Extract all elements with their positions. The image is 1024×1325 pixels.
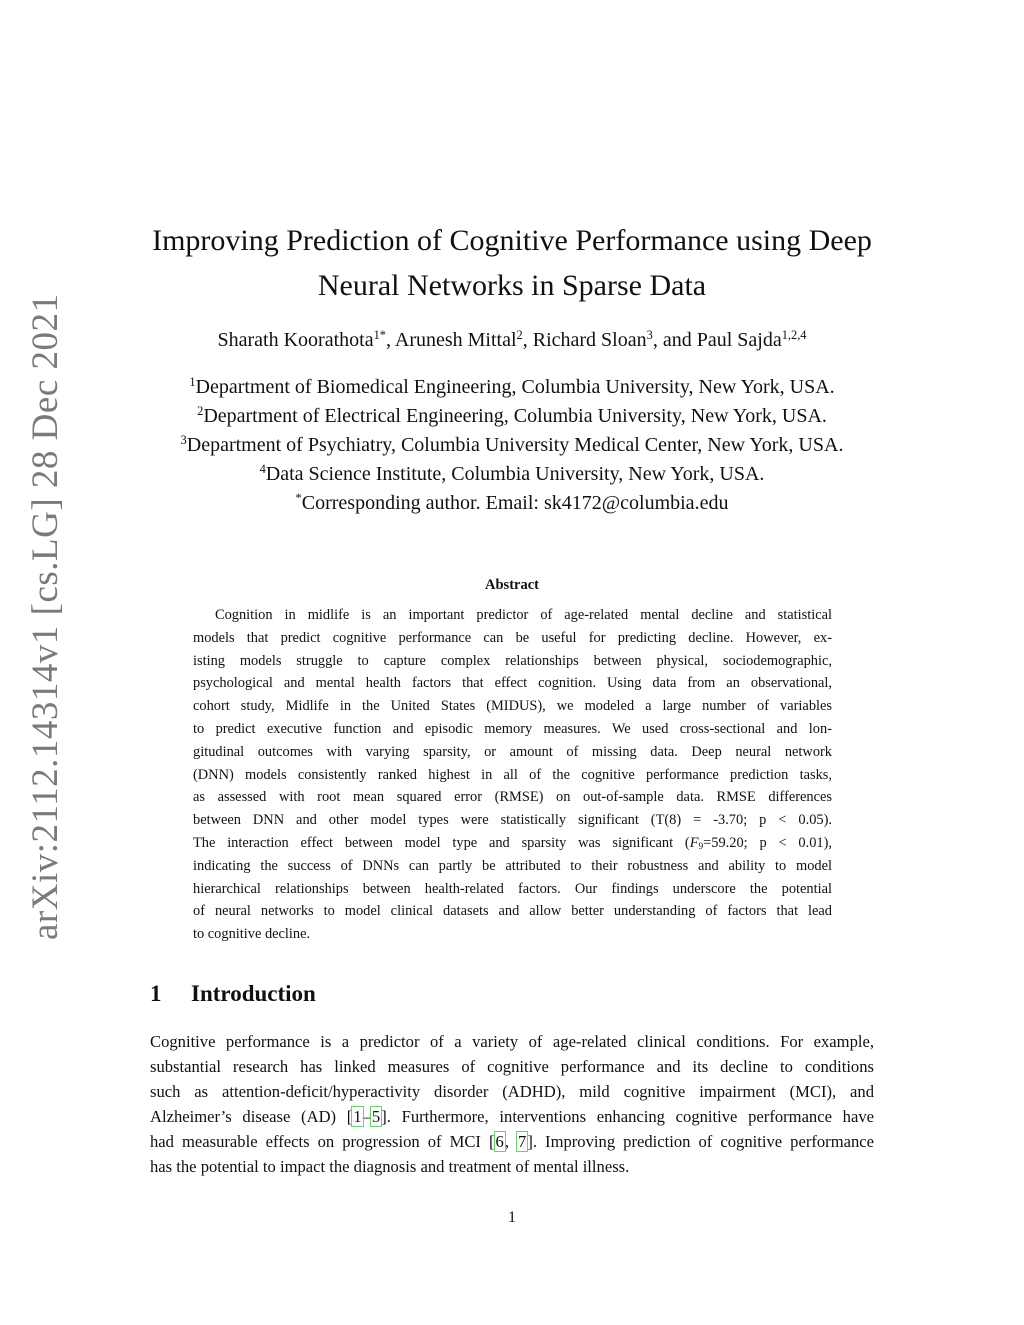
affiliation: $^2$Department of Electrical Engineering, Columbia University, New York, USA. [197,404,827,427]
title-line-1: Improving Prediction of Cognitive Performance using Deep [152,224,872,257]
abstract-line: to predict executive function and episodic memory measures. We used cross-sectional and lon- [193,720,832,737]
abstract-line: isting models struggle to capture complex relationships between physical, sociodemographic, [193,652,832,669]
abstract-text [193,604,832,946]
abstract-line: between DNN and other model types were statistically significant (T(8) = -3.70; p < 0.05). [193,812,832,829]
paper-title [150,218,874,308]
author-affiliation-mark: 3 [646,328,653,343]
abstract-line: indicating the success of DNNs can partly be attributed to their robustness and ability to model [193,857,832,874]
abstract-line: hierarchical relationships between health-related factors. Our findings underscore the potential [193,880,832,897]
section-heading [150,981,316,1007]
f-statistic-symbol: F [689,834,699,851]
abstract-line: gitudinal outcomes with varying sparsity, or amount of missing data. Deep neural network [193,743,832,760]
citation-link-5[interactable]: 5 [371,1107,381,1126]
abstract-line: The interaction effect between model type and sparsity was significant ($F_9=59.20$; p < 0.01), [193,834,832,852]
intro-line: had measurable effects on progression of MCI [6, 7]. Improving prediction of cognitive performance [150,1132,875,1151]
author-affiliation-mark: 2 [516,328,523,343]
citation-link-7[interactable]: 7 [518,1132,527,1151]
section-title: Introduction [191,981,316,1006]
author-separator: , [385,329,395,351]
intro-line: has the potential to impact the diagnosis and treatment of mental illness. [150,1157,630,1176]
abstract-line: to cognitive decline. [193,926,311,943]
author-affiliation-mark: 1* [373,328,386,343]
affiliation: $^4$Data Science Institute, Columbia University, New York, USA. [259,462,765,485]
intro-line: substantial research has linked measures of cognitive performance and its decline to conditions [150,1057,874,1076]
page-number: 1 [508,1209,516,1226]
author-separator: , [522,329,533,351]
affiliation: $^3$Department of Psychiatry, Columbia University Medical Center, New York, USA. [180,433,844,456]
abstract-line: psychological and mental health factors that effect cognition. Using data from an observational, [193,675,832,692]
abstract-line: (DNN) models consistently ranked highest in all of the cognitive performance prediction tasks, [193,766,832,783]
author-name: Paul Sajda [696,329,782,351]
corresponding-author: *Corresponding author. Email: sk4172@columbia.edu [295,491,729,514]
abstract-line: models that predict cognitive performance can be useful for predicting decline. However, ex- [193,629,832,646]
author-affiliation-mark: 1,2,4 [781,328,807,343]
author-list [150,326,874,354]
abstract-line: as assessed with root mean squared error (RMSE) on out-of-sample data. RMSE differences [193,789,832,806]
author-name: Arunesh Mittal [394,329,517,351]
author-name: Richard Sloan [532,329,647,351]
author-name: Sharath Koorathota [217,329,374,351]
title-line-2: Neural Networks in Sparse Data [317,269,707,302]
intro-line: Alzheimer’s disease (AD) [1–5]. Furthermore, interventions enhancing cognitive performance have [150,1107,874,1126]
citation-link-1[interactable]: 1 [353,1107,362,1126]
author-separator: , and [652,329,697,351]
affiliation-list [150,373,874,518]
citation-link-6[interactable]: 6 [495,1132,504,1151]
abstract-heading: Abstract [485,577,539,593]
abstract-line: of neural networks to model clinical datasets and allow better understanding of factors that lead [193,903,832,920]
affiliation: $^1$Department of Biomedical Engineering, Columbia University, New York, USA. [189,375,835,398]
intro-line: such as attention-deficit/hyperactivity disorder (ADHD), mild cognitive impairment (MCI), and [150,1082,874,1101]
abstract-line: cohort study, Midlife in the United States (MIDUS), we modeled a large number of variables [193,698,832,715]
introduction-text [150,1029,874,1179]
intro-line: Cognitive performance is a predictor of a variety of age-related clinical conditions. For example, [150,1032,874,1051]
section-number: 1 [150,981,162,1006]
abstract-line: Cognition in midlife is an important predictor of age-related mental decline and statistical [215,607,832,623]
arxiv-identifier: arXiv:2112.14314v1 [cs.LG] 28 Dec 2021 [25,293,66,940]
